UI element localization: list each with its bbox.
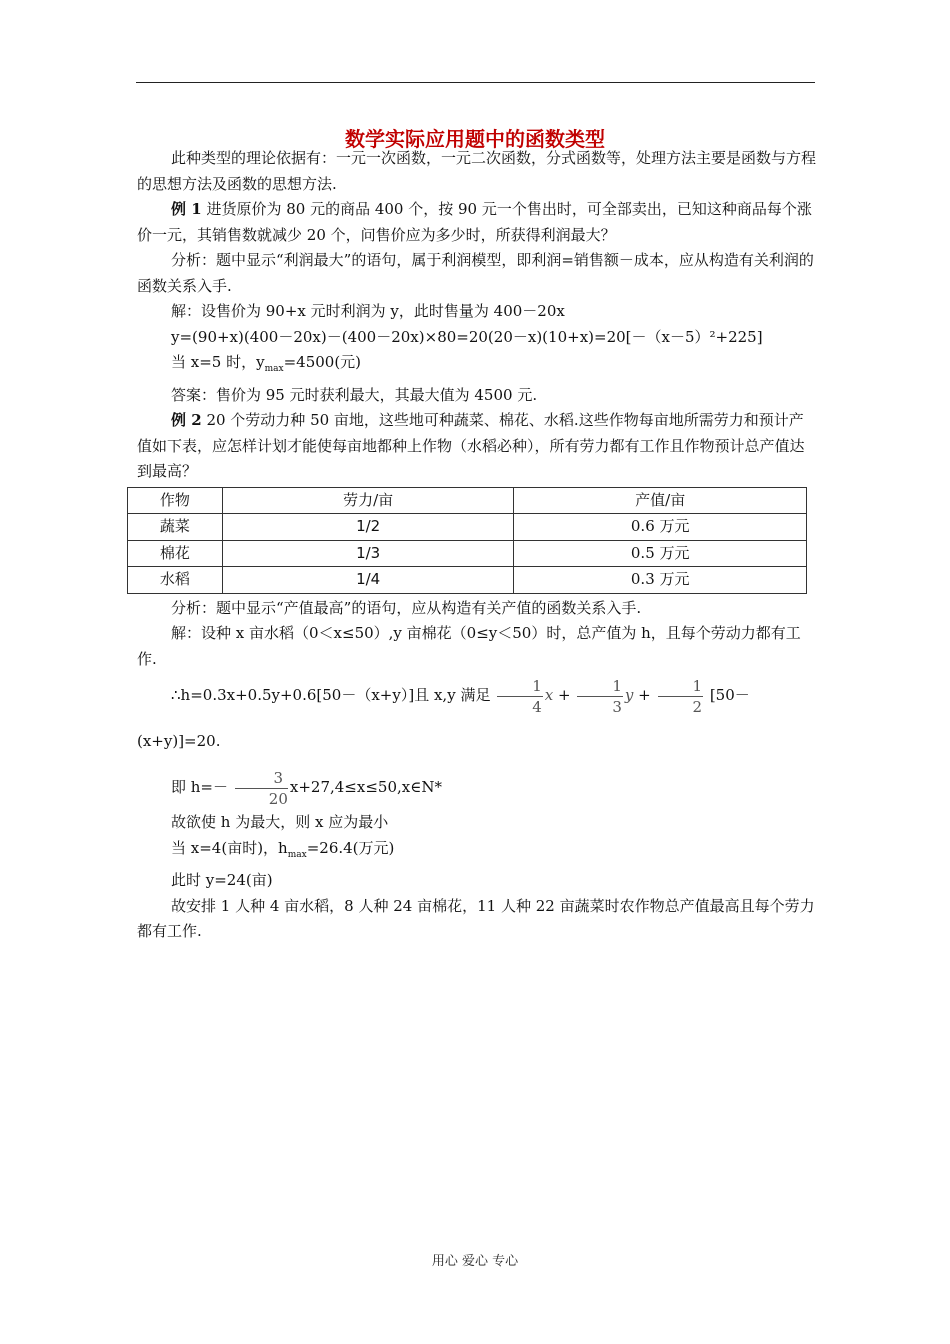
fraction-1-3 [577, 676, 623, 717]
example-2-solution-line-2: ∴h=0.3x+0.5y+0.6[50－（x+y）]且 x,y 满足 $\frac{1}{4}$ x + $\frac{1}{3}$ y + $\frac{1}{2}$ [50－(x+y)]=20. [137, 676, 750, 750]
document-body [137, 146, 817, 945]
table-row [128, 514, 807, 541]
example-1-solution-line-3 [137, 350, 817, 383]
table-cell: 棉花 [128, 540, 223, 567]
sol2-text-a: ∴h=0.3x+0.5y+0.6[50－（x+y）]且 x,y 满足 [171, 686, 491, 704]
sol3-text-b: x+27,4≤x≤50,x∈N* [289, 778, 442, 796]
example-2-solution-line-4: 故欲使 h 为最大，则 x 应为最小 [171, 813, 389, 831]
table-cell: 0.3 万元 [514, 567, 807, 594]
fraction-denominator: 20 [268, 789, 288, 808]
fraction-variable: y [624, 686, 634, 704]
example-2-conclusion: 故安排 1 人种 4 亩水稻，8 人种 24 亩棉花，11 人种 22 亩蔬菜时农作物总产值最高且每个劳力都有工作. [137, 896, 815, 940]
example-2-solution-line-3 [137, 764, 817, 810]
page-title: 数学实际应用题中的函数类型 [345, 127, 605, 151]
fraction-3-20 [235, 768, 288, 809]
table-row [128, 540, 807, 567]
example-2-solution-line-1: 解：设种 x 亩水稻（0＜x≤50）,y 亩棉花（0≤y＜50）时，总产值为 h，且每个劳动力都有工作. [137, 624, 801, 668]
table-cell: 蔬菜 [128, 514, 223, 541]
fraction-denominator: 4 [532, 697, 542, 716]
sol5-text-b: =26.4(万元) [306, 838, 395, 857]
table-cell: 0.5 万元 [514, 540, 807, 567]
table-header-cell: 劳力/亩 [222, 487, 514, 514]
example-2-problem [137, 408, 817, 485]
example-1-problem [137, 197, 817, 248]
table-cell: 0.6 万元 [514, 514, 807, 541]
sol3-text: 当 x=5 时，y [171, 353, 265, 371]
sol5-subscript: max [287, 849, 307, 860]
table-cell: 1/4 [222, 567, 514, 594]
fraction-denominator: 3 [612, 697, 622, 716]
example-2-solution-line-5 [137, 836, 817, 869]
header-rule [136, 82, 815, 83]
fraction-numerator: 1 [577, 676, 623, 697]
sol2-text-b: [50－(x+y)]=20. [137, 686, 750, 750]
table-row [128, 567, 807, 594]
table-cell: 1/2 [222, 514, 514, 541]
example-2-analysis: 分析：题中显示“产值最高”的语句，应从构造有关产值的函数关系入手. [171, 598, 642, 617]
fraction-denominator: 2 [692, 697, 703, 716]
example-1-answer: 答案：售价为 95 元时获利最大，其最大值为 4500 元. [171, 385, 538, 404]
table-header-cell: 作物 [128, 487, 223, 514]
example-2-label: 例 2 [171, 411, 202, 429]
example-2-text: 20 个劳动力种 50 亩地，这些地可种蔬菜、棉花、水稻.这些作物每亩地所需劳力和预计产值如下表，应怎样计划才能使每亩地都种上作物（水稻必种），所有劳力都有工作且作物预计总产值达到最高？ [137, 411, 805, 480]
fraction-variable: x [544, 686, 554, 704]
example-1-solution-line-2: y=(90+x)(400－20x)－(400－20x)×80=20(20－x)(10+x)=20[－（x－5）²+225] [171, 327, 763, 346]
fraction-1-4 [497, 676, 543, 717]
sol5-text-a: 当 x=4(亩时)，h [171, 838, 288, 857]
example-1-solution-line-1: 解：设售价为 90+x 元时利润为 y，此时售量为 400－20x [171, 302, 565, 320]
fraction-1-2 [658, 676, 704, 717]
intro-paragraph: 此种类型的理论依据有：一元一次函数，一元二次函数，分式函数等，处理方法主要是函数与方程的思想方法及函数的思想方法. [137, 149, 817, 193]
example-1-analysis: 分析：题中显示“利润最大”的语句，属于利润模型，即利润=销售额－成本，应从构造有关利润的函数关系入手. [137, 251, 814, 295]
table-header-row [128, 487, 807, 514]
example-2-solution-line-6: 此时 y=24(亩) [171, 871, 273, 889]
example-1-text: 进货原价为 80 元的商品 400 个，按 90 元一个售出时，可全部卖出，已知这种商品每个涨价一元，其销售数就减少 20 个，问售价应为多少时，所获得利润最大？ [137, 200, 812, 244]
example-1-label: 例 1 [171, 200, 202, 218]
fraction-numerator: 1 [497, 676, 543, 697]
table-cell: 1/3 [222, 540, 514, 567]
sol3-subscript: max [264, 364, 284, 374]
table-cell: 水稻 [128, 567, 223, 594]
fraction-numerator: 1 [658, 676, 704, 697]
fraction-numerator: 3 [235, 768, 288, 789]
sol3-text-a: 即 h=－ [171, 778, 228, 796]
crop-table [127, 487, 807, 594]
page-footer: 用心 爱心 专心 [431, 1254, 519, 1269]
table-header-cell: 产值/亩 [514, 487, 807, 514]
sol3-end: =4500(元) [283, 353, 362, 371]
